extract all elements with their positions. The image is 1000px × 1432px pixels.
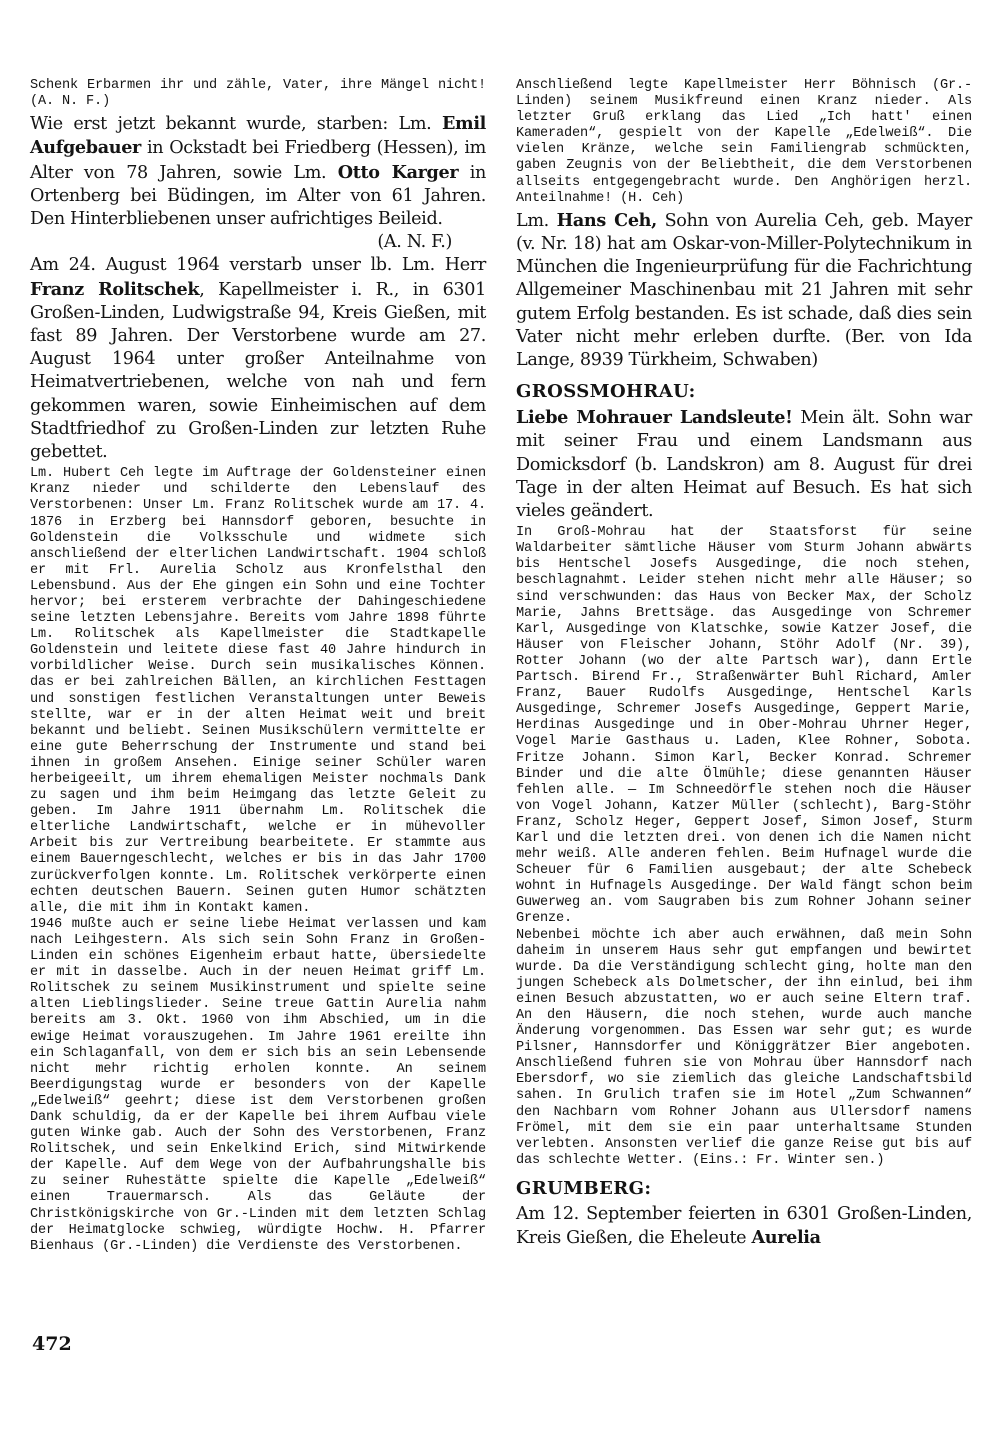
- notice-hans-ceh-text-a: Lm.: [516, 210, 557, 231]
- letter-paragraph-houses: In Groß-Mohrau hat der Staatsforst für seine Waldarbeiter sämtliche Häuser vom Sturm Johann abwärts bis Hentschel Josefs Ausgedinge, die noch stehen, beschlagnahmt. Leider stehen nicht mehr alle Häuser; so sind verschwunden: das Haus von Becker Max, der Scholz Marie, Jahns Brettsäge. das Ausgedinge von Schremer Karl, Ausgedinge von Klatschke, sowie Katzer Josef, die Häuser von Fleischer Johann, Stöhr Adolf (Nr. 39), Rotter Johann (wo der alte Partsch war), dann Ertle Partsch. Birend Fr., Straßenwärter Buhl Richard, Amler Franz, Bauer Rudolfs Ausgedinge, Hentschel Karls Ausgedinge, Schremer Josefs Ausgedinge, Geppert Marie, Herdinas Ausgedinge und in Ober-Mohrau Uhrner Heger, Vogel Marie Gasthaus u. Laden, Klee Rohner, Sobota. Fritze Johann. Simon Karl, Becker Konrad. Schremer Binder und die alte Ölmühle; diese genannten Häuser fehlen alle. — Im Schneedörfle stehen noch die Häuser von Vogel Johann, Katzer Müller (schlecht), Barg-Stöhr Franz, Scholz Heger, Geppert Josef, Simon Josef, Sturm Karl und die letzten drei. von denen ich die Namen nicht mehr weiß. Alle anderen fehlen. Beim Hufnagel wurde die Scheuer für 6 Familien ausgebaut; der alte Schebeck wohnt in Hufnagels Ausgedinge. Der Wald fängt schon beim Guwerweg an. vom Saugraben bis zum Rohner Johann seiner Grenze.: [516, 525, 972, 927]
- person-name-hans-ceh: Hans Ceh,: [556, 209, 657, 231]
- letter-salutation: Liebe Mohrauer Landsleute!: [516, 407, 793, 429]
- left-column: [30, 78, 486, 1255]
- notice-anniversary: [516, 1203, 972, 1250]
- notice-hans-ceh-text-b: Sohn von Aurelia Ceh, geb. Mayer (v. Nr. 18) hat am Oskar-von-Miller-Polytechnikum in München die Ingenieurprüfung für die Fachrichtung Allgemeiner Maschinenbau mit 21 Jahren mit sehr gutem Erfolg bestanden. Es ist schade, daß dies sein Vater nicht mehr erleben durfte. (Ber. von Ida Lange, 8939 Türkheim, Schwaben): [516, 210, 972, 370]
- page-number: 472: [32, 1333, 72, 1355]
- person-name-aurelia: Aurelia: [751, 1227, 821, 1249]
- section-heading-grossmohrau: GROSSMOHRAU:: [516, 381, 696, 403]
- notice-anniversary-text: Am 12. September feierten in 6301 Großen-Linden, Kreis Gießen, die Eheleute: [516, 1203, 972, 1249]
- person-name-karger: Otto Karger: [337, 161, 459, 183]
- notice-rolitschek: [30, 254, 486, 464]
- notice-deaths-text-a: Wie erst jetzt bekannt wurde, starben: Lm.: [30, 114, 442, 135]
- letter-paragraph-visit: Nebenbei möchte ich aber auch erwähnen, daß mein Sohn daheim in unserem Haus sehr gut empfangen und bewirtet wurde. Da die Verständigung schlecht ging, holte man den jungen Schebeck als Dolmetscher, der ihn einlud, bei ihm einen Besuch abzustatten, wo er auch seine Eltern traf. An den Häusern, die noch stehen, wurde auch manche Änderung vorgenommen. Das Essen war sehr gut; es wurde Pilsner, Hannsdorfer und Königgrätzer Bier angeboten. Anschließend fuhren sie von Mohrau über Hannsdorf nach Ebersdorf, wo sie ziemlich das gleiche Landschaftsbild sahen. In Grulich trafen sie im Hotel „Zum Schwannen“ den Nachbarn vom Rohner Johann aus Ullersdorf namens Frömel, mit dem sie ein paar unterhaltsame Stunden verlebten. Ansonsten verlief die ganze Reise gut bis auf das schlechte Wetter. (Eins.: Fr. Winter sen.): [516, 927, 972, 1168]
- person-name-rolitschek: Franz Rolitschek: [30, 278, 200, 300]
- notice-hans-ceh: [516, 209, 972, 372]
- eulogy-paragraph-3: Anschließend legte Kapellmeister Herr Böhnisch (Gr.-Linden) seinem Musikfreund einen Kranz nieder. Als letzter Gruß erklang das Lied „Ich hatt' einen Kameraden“, gespielt von der Kapelle „Edelweiß“. Die vielen Kränze, welche sein Familiengrab schmückten, gaben Zeugnis von der Beliebtheit, die dem Verstorbenen allseits entgegengebracht wurde. Den Anghörigen herzl. Anteilnahme! (H. Ceh): [516, 78, 972, 206]
- letter-intro: [516, 406, 972, 523]
- poem-closing: Schenk Erbarmen ihr und zähle, Vater, ihre Mängel nicht! (A. N. F.): [30, 78, 486, 110]
- notice-rolitschek-text-a: Am 24. August 1964 verstarb unser lb. Lm. Herr: [30, 255, 486, 276]
- eulogy-paragraph-2: 1946 mußte auch er seine liebe Heimat verlassen und kam nach Leihgestern. Als sich sein Sohn Franz in Großen-Linden ein schönes Eigenheim erbaut hatte, übersiedelte er mit in dasselbe. Auch in der neuen Heimat griff Lm. Rolitschek zu seinem Musikinstrument und spielte seine alten Lieblingslieder. Seine treue Gattin Aurelia nahm bereits am 3. Okt. 1960 von ihm Abschied, um in die ewige Heimat vorauszugehen. Im Jahre 1961 ereilte ihn ein Schlaganfall, von dem er sich bis an sein Lebensende nicht mehr richtig erholen konnte. An seinem Beerdigungstag wurde er besonders von der Kapelle „Edelweiß“ geehrt; diese ist dem Verstorbenen großen Dank schuldig, da er der Kapelle bei ihrem Aufbau viele guten Winke gab. Auch der Sohn des Verstorbenen, Franz Rolitschek, und sein Enkelkind Erich, sind Mitwirkende der Kapelle. Auf dem Wege von der Aufbahrungshalle bis zu seiner Ruhestätte spielte die Kapelle „Edelweiß“ einen Trauermarsch. Als das Geläute der Christkönigskirche von Gr.-Linden mit dem letzten Schlag der Heimatglocke schwieg, würdigte Hochw. H. Pfarrer Bienhaus (Gr.-Linden) die Verdienste des Verstorbenen.: [30, 916, 486, 1254]
- right-column: [516, 78, 972, 1250]
- notice-rolitschek-text-b: , Kapellmeister i. R., in 6301 Großen-Linden, Ludwigstraße 94, Kreis Gießen, mit fast 89 Jahren. Der Verstorbene wurde am 27. August 1964 unter großer Anteilnahme von Heimatvertriebenen, welche von nah und fern gekommen waren, sowie Einheimischen auf dem Stadtfriedhof zu Großen-Linden zur letzten Ruhe gebettet.: [30, 279, 486, 463]
- eulogy-paragraph-1: Lm. Hubert Ceh legte im Auftrage der Goldensteiner einen Kranz nieder und schilderte den Lebenslauf des Verstorbenen: Unser Lm. Franz Rolitschek wurde am 17. 4. 1876 in Erzberg bei Hannsdorf geboren, besuchte in Goldenstein die Volksschule und widmete sich anschließend der elterlichen Landwirtschaft. 1904 schloß er mit Frl. Aurelia Scholz aus Kronfelsthal den Lebensbund. Aus der Ehe gingen ein Sohn und eine Tochter hervor; bei ersterem verbrachte der Dahingeschiedene seine letzten Lebensjahre. Bereits vom Jahre 1898 führte Lm. Rolitschek als Kapellmeister die Stadtkapelle Goldenstein und leitete diese fast 40 Jahre hindurch in vorbildlicher Weise. Durch sein musikalisches Können. das er bei zahlreichen Bällen, an kirchlichen Festtagen und sonstigen festlichen Veranstaltungen unter Beweis stellte, war er in der alten Heimat weit und breit bekannt und beliebt. Seinen Musikschülern vermittelte er eine gute Beherrschung der Instrumente und stand bei ihnen in großem Ansehen. Einige seiner Schüler waren herbeigeeilt, um ihrem ehemaligen Meister nochmals Dank zu sagen und ihm beim Heimgang das letzte Geleit zu geben. Im Jahre 1911 übernahm Lm. Rolitschek die elterliche Landwirtschaft, welche er in mühevoller Arbeit bis zur Vertreibung bearbeitete. Er stammte aus einem Bauerngeschlecht, welches er bis in das Jahr 1700 zurückverfolgen konnte. Lm. Rolitschek verkörperte einen echten deutschen Bauern. Seinen guten Humor schätzten alle, die mit ihm in Kontakt kamen.: [30, 466, 486, 916]
- notice-deaths-text-b: in Ockstadt bei Friedberg (Hessen), im Alter von 78 Jahren, sowie Lm.: [30, 138, 486, 183]
- letter-intro-text: Mein ält. Sohn war mit seiner Frau und einem Landsmann aus Domicksdorf (b. Landskron) am 8. August für drei Tage in der alten Heimat auf Besuch. Es hat sich vieles geändert.: [516, 408, 972, 521]
- notice-deaths-text-c: in Ortenberg bei Büdingen, im Alter von 61 Jahren. Den Hinterbliebenen unser aufrichtiges Beileid.: [30, 162, 486, 229]
- section-heading-grumberg: GRUMBERG:: [516, 1177, 652, 1199]
- notice-deaths-signature: (A. N. F.): [377, 232, 452, 253]
- notice-deaths: [30, 112, 486, 231]
- person-name-aufgebauer: Emil Aufgebauer: [30, 113, 486, 159]
